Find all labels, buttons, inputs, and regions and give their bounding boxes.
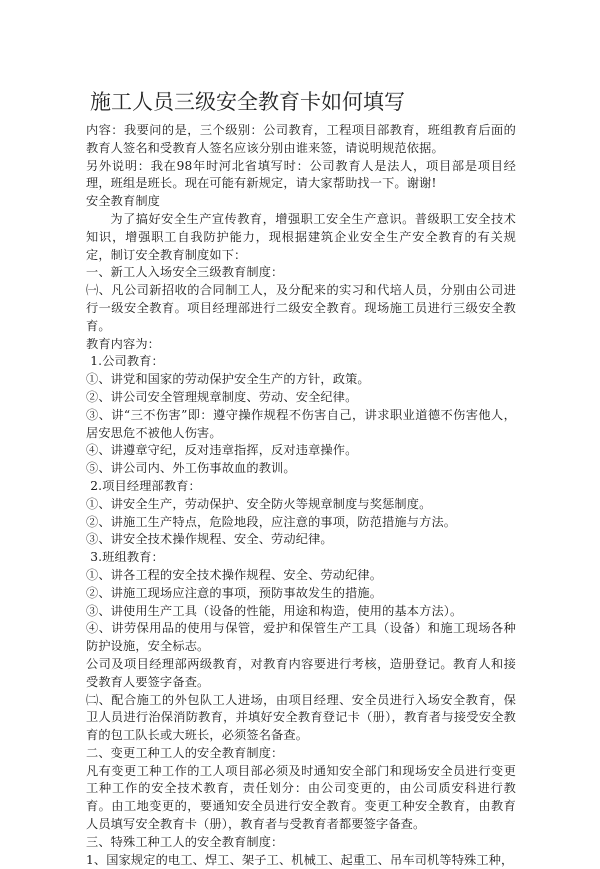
paragraph: ①、讲各工程的安全技术操作规程、安全、劳动纪律。 <box>86 567 383 582</box>
paragraph: 凡有变更工种工作的工人项目部必须及时通知安全部门和现场安全员进行变更工种工作的安全技术教育，责任划分：由公司变更的，由公司质安科进行教育。由工地变更的，要通知安全员进行安全教育。变更工种安全教育，由教育人员填写安全教育卡（册），教育者与受教育者都要签字备查。 <box>86 763 516 832</box>
paragraph: ㈠、凡公司新招收的合同制工人，及分配来的实习和代培人员，分别由公司进行一级安全教育。项目经理部进行二级安全教育。现场施工员进行三级安全教育。 <box>86 283 516 333</box>
paragraph: 另外说明：我在98年时河北省填写时：公司教育人是法人，项目部是项目经理，班组是班长。现在可能有新规定，请大家帮助找一下。谢谢! <box>86 158 516 191</box>
paragraph: ④、讲遵章守纪，反对违章指挥，反对违章操作。 <box>86 443 358 458</box>
paragraph: ⑤、讲公司内、外工伤事故血的教训。 <box>86 461 296 476</box>
paragraph: ③、讲使用生产工具（设备的性能，用途和构造，使用的基本方法）。 <box>86 603 463 618</box>
paragraph: 教育内容为： <box>86 336 161 351</box>
paragraph: 公司及项目经理部两级教育，对教育内容要进行考核，造册登记。教育人和接受教育人要签字备查。 <box>86 656 516 689</box>
paragraph: 1、国家规定的电工、焊工、架子工、机械工、起重工、吊车司机等特殊工种， <box>86 852 514 867</box>
paragraph: ②、讲施工现场应注意的事项，预防事故发生的措施。 <box>86 585 383 600</box>
paragraph: 一、新工人入场安全三级教育制度： <box>86 265 284 280</box>
paragraph: 安全教育制度 <box>86 194 161 209</box>
paragraph: 1.公司教育： <box>90 354 164 369</box>
paragraph: ①、讲安全生产，劳动保护、安全防火等规章制度与奖惩制度。 <box>86 496 432 511</box>
paragraph: 为了搞好安全生产宣传教育，增强职工安全生产意识。普级职工安全技术知识，增强职工自我防护能力，现根据建筑企业安全生产安全教育的有关规定，制订安全教育制度如下： <box>86 211 516 262</box>
paragraph: ②、讲施工生产特点，危险地段，应注意的事项，防范措施与方法。 <box>86 514 457 529</box>
paragraph: ③、讲安全技术操作规程、安全、劳动纪律。 <box>86 532 333 547</box>
document-title: 施工人员三级安全教育卡如何填写 <box>90 90 405 114</box>
paragraph: 2.项目经理部教育： <box>90 478 201 493</box>
paragraph: 3.班组教育： <box>90 550 164 565</box>
paragraph: ①、讲党和国家的劳动保护安全生产的方针，政策。 <box>86 372 370 387</box>
paragraph: ㈡、配合施工的外包队工人进场，由项目经理、安全员进行入场安全教育，保卫人员进行治保消防教育，并填好安全教育登记卡（册），教育者与接受安全教育的包工队长或大班长，必须签名备查。 <box>86 692 516 743</box>
paragraph: ④、讲劳保用品的使用与保管，爱护和保管生产工具（设备）和施工现场各种防护设施，安全标志。 <box>86 621 516 654</box>
paragraph: 三、特殊工种工人的安全教育制度： <box>86 834 284 849</box>
paragraph: 内容：我要问的是，三个级别：公司教育，工程项目部教育，班组教育后面的教育人签名和受教育人签名应该分别由谁来签，请说明规范依据。 <box>86 123 516 155</box>
document-body <box>86 122 516 869</box>
paragraph: ③、讲“三不伤害”即：遵守操作规程不伤害自己，讲求职业道德不伤害他人，居安思危不被他人伤害。 <box>86 407 516 440</box>
paragraph: 二、变更工种工人的安全教育制度： <box>86 745 284 760</box>
paragraph: ②、讲公司安全管理规章制度、劳动、安全纪律。 <box>86 389 358 404</box>
